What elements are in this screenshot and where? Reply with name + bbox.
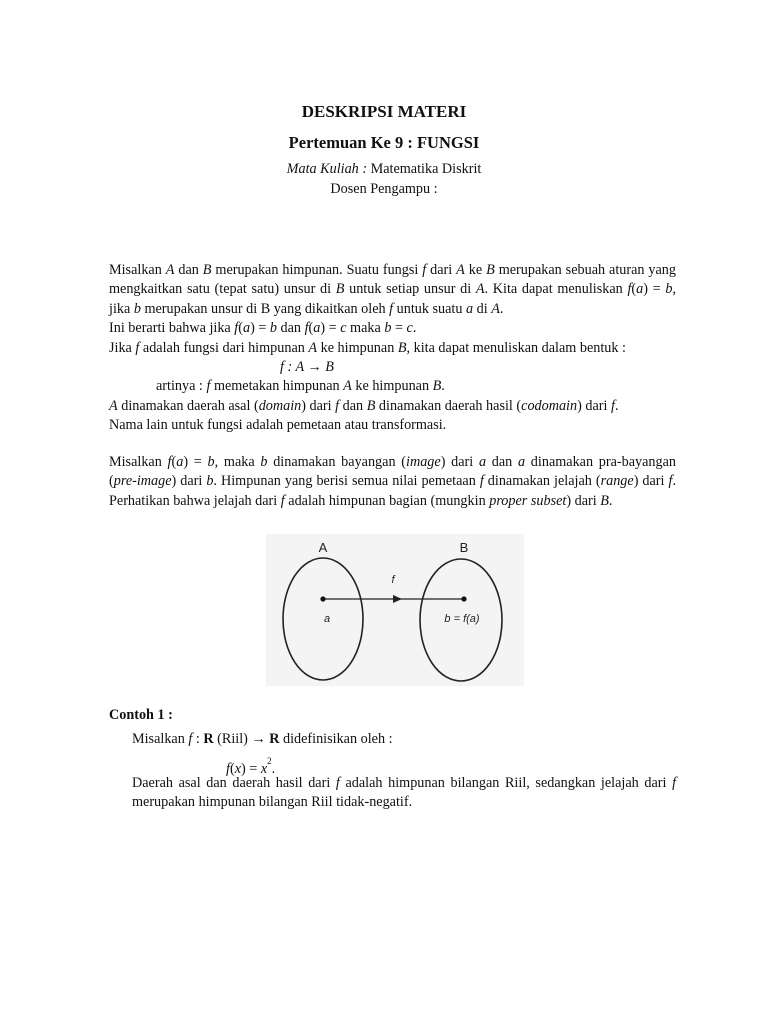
paragraph-other-names: Nama lain untuk fungsi adalah pemetaan atau transformasi. xyxy=(109,417,447,434)
example-definition: Misalkan f : R (Riil) → R didefinisikan oleh : xyxy=(132,731,393,747)
set-a-label: A xyxy=(318,540,328,555)
example-heading: Contoh 1 : xyxy=(109,707,173,723)
lecturer-line: Dosen Pengampu : xyxy=(330,181,438,197)
image-section xyxy=(109,453,676,511)
mapping-meaning: artinya : f memetakan himpunan A ke himpunan B. xyxy=(156,378,445,395)
paragraph-image-preimage: Misalkan f(a) = b, maka b dinamakan bayangan (image) dari a dan a dinamakan pra-bayangan (pre-image) dari b. Himpunan yang berisi semua nilai pemetaan f dinamakan jelajah (range) dari f. Perhatikan bahwa jelajah dari f adalah himpunan bagian (mungkin proper subset) dari B. xyxy=(109,454,676,509)
page-subtitle: Pertemuan Ke 9 : FUNGSI xyxy=(288,133,480,152)
function-diagram xyxy=(266,534,524,686)
paragraph-uniqueness: Ini berarti bahwa jika f(a) = b dan f(a) = c maka b = c. xyxy=(109,320,417,337)
element-a-label: a xyxy=(323,613,331,625)
course-line xyxy=(0,161,768,178)
paragraph-notation: Jika f adalah fungsi dari himpunan A ke himpunan B, kita dapat menuliskan dalam bentuk : xyxy=(109,339,626,356)
set-b-label: B xyxy=(459,540,469,555)
element-b-label: b = f(a) xyxy=(444,613,480,625)
element-a-dot xyxy=(320,596,325,601)
paragraph-definition: Misalkan A dan B merupakan himpunan. Suatu fungsi f dari A ke B merupakan sebuah aturan yang mengkaitkan satu (tepat satu) unsur di B untuk setiap unsur di A. Kita dapat menuliskan f(a) = b, jika b merupakan unsur di B yang dikaitkan oleh f untuk suatu a di A. xyxy=(109,262,676,317)
example-explanation: Daerah asal dan daerah hasil dari f adalah himpunan bilangan Riil, sedangkan jelajah dari f merupakan himpunan bilangan Riil tidak-negatif. xyxy=(132,775,677,811)
course-value: Matematika Diskrit xyxy=(370,161,482,177)
course-label: Mata Kuliah : xyxy=(286,161,368,177)
page-title: DESKRIPSI MATERI xyxy=(301,102,467,121)
example-formula: $f(x) = x^2$. xyxy=(226,756,276,777)
paragraph-domain-codomain: A dinamakan daerah asal (domain) dari f dan B dinamakan daerah hasil (codomain) dari f. xyxy=(109,397,619,414)
arrow-label: f xyxy=(391,574,395,586)
mapping-notation: f : A → B xyxy=(280,359,334,376)
element-b-dot xyxy=(461,596,466,601)
diagram-background xyxy=(266,534,524,686)
definition-section xyxy=(109,261,676,436)
